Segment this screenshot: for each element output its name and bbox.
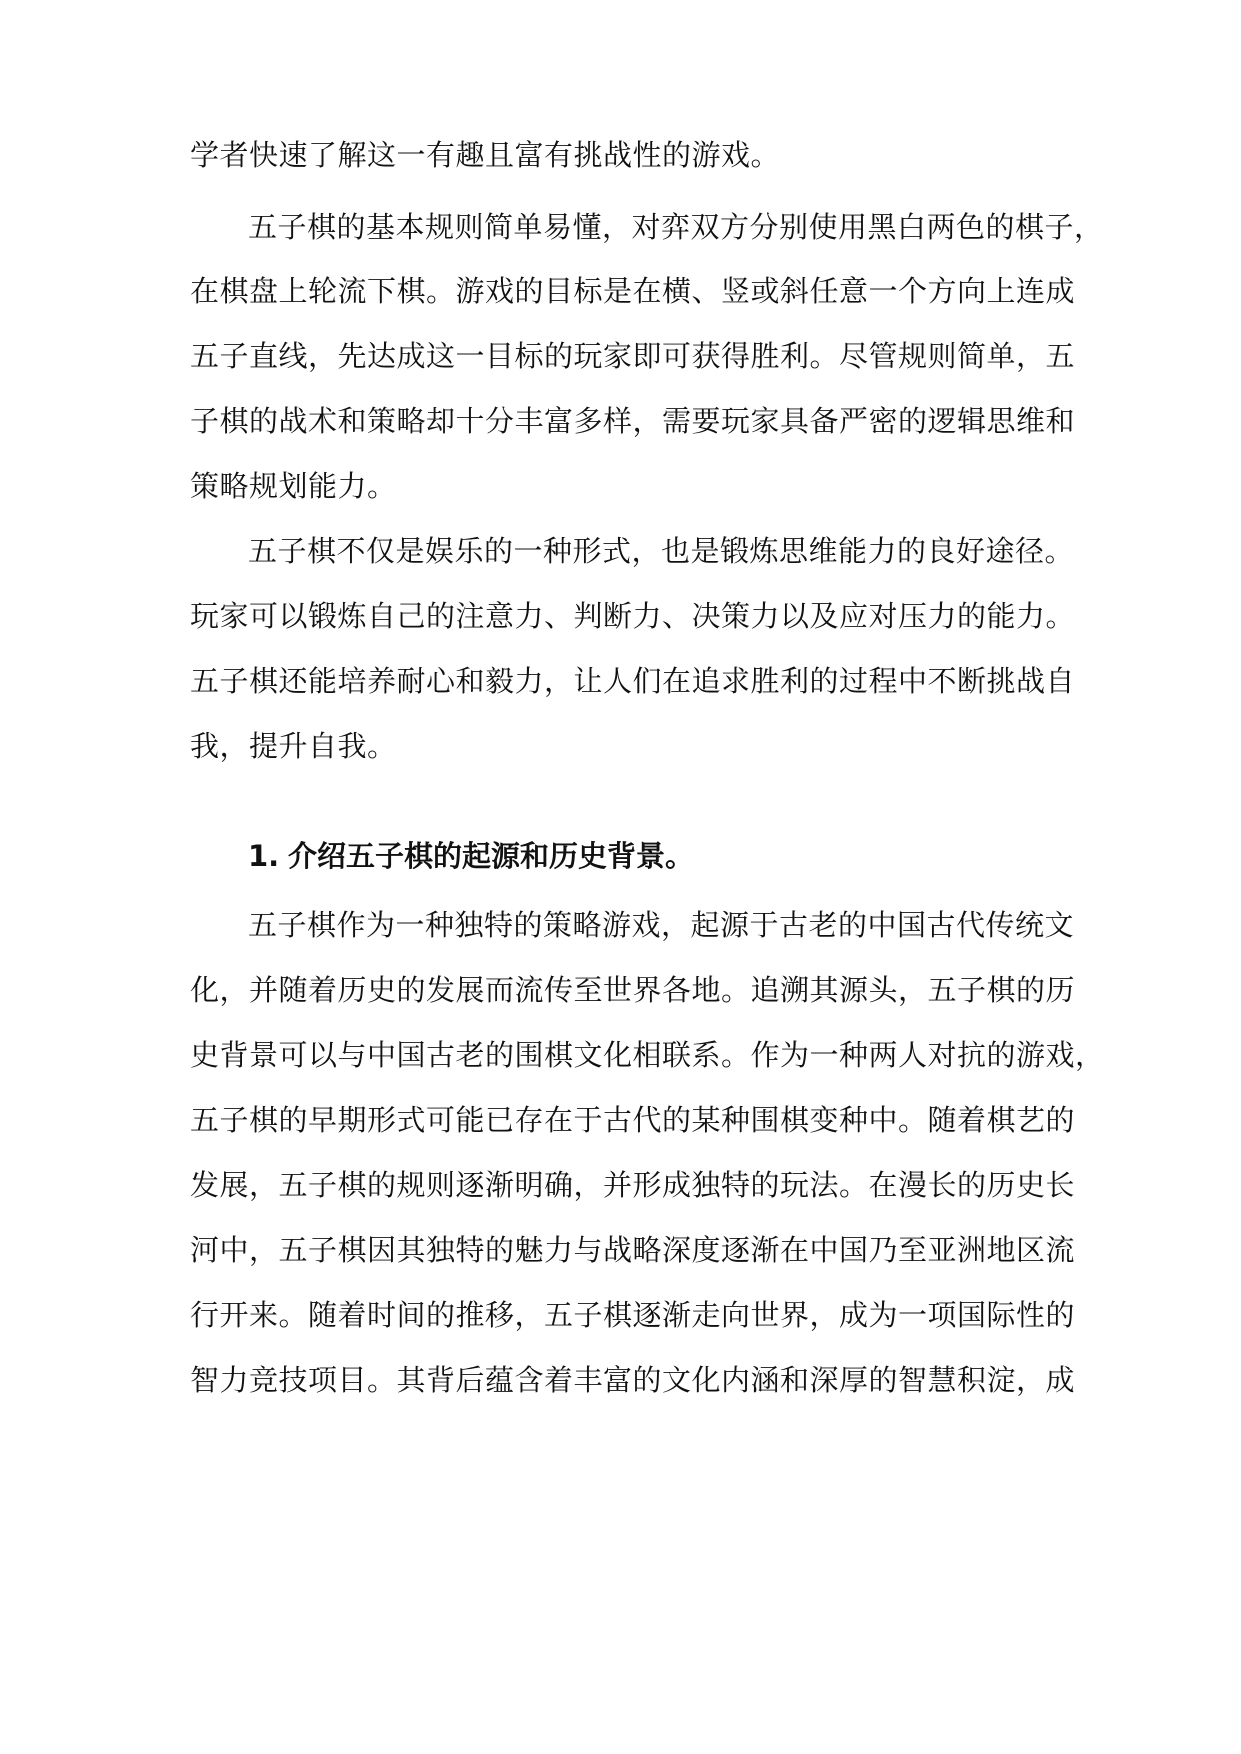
paragraph-line: 行开来。随着时间的推移，五子棋逐渐走向世界，成为一项国际性的 (190, 1298, 1076, 1332)
paragraph-line: 五子棋作为一种独特的策略游戏，起源于古老的中国古代传统文 (248, 908, 1075, 942)
paragraph-line: 史背景可以与中国古老的围棋文化相联系。作为一种两人对抗的游戏， (190, 1038, 1105, 1072)
paragraph-line: 学者快速了解这一有趣且富有挑战性的游戏。 (190, 138, 781, 172)
paragraph-line: 五子直线，先达成这一目标的玩家即可获得胜利。尽管规则简单，五 (190, 339, 1076, 373)
section-heading (248, 836, 1060, 876)
paragraph-line: 子棋的战术和策略却十分丰富多样，需要玩家具备严密的逻辑思维和 (190, 404, 1076, 438)
paragraph-line: 五子棋不仅是娱乐的一种形式，也是锻炼思维能力的良好途径。 (248, 534, 1075, 568)
paragraph-line: 我，提升自我。 (190, 729, 397, 763)
section-number: 1. (248, 839, 280, 873)
paragraph-line: 策略规划能力。 (190, 469, 397, 503)
paragraph-line: 智力竞技项目。其背后蕴含着丰富的文化内涵和深厚的智慧积淀，成 (190, 1363, 1076, 1397)
paragraph-line: 五子棋的基本规则简单易懂，对弈双方分别使用黑白两色的棋子， (248, 210, 1104, 244)
paragraph-line: 河中，五子棋因其独特的魅力与战略深度逐渐在中国乃至亚洲地区流 (190, 1233, 1076, 1267)
paragraph-line: 五子棋的早期形式可能已存在于古代的某种围棋变种中。随着棋艺的 (190, 1103, 1076, 1137)
section-title: 介绍五子棋的起源和历史背景。 (288, 839, 695, 873)
paragraph-line: 发展，五子棋的规则逐渐明确，并形成独特的玩法。在漫长的历史长 (190, 1168, 1076, 1202)
paragraph-line: 玩家可以锻炼自己的注意力、判断力、决策力以及应对压力的能力。 (190, 599, 1076, 633)
paragraph-line: 五子棋还能培养耐心和毅力，让人们在追求胜利的过程中不断挑战自 (190, 664, 1076, 698)
paragraph-line: 在棋盘上轮流下棋。游戏的目标是在横、竖或斜任意一个方向上连成 (190, 274, 1076, 308)
paragraph-line: 化，并随着历史的发展而流传至世界各地。追溯其源头，五子棋的历 (190, 973, 1076, 1007)
